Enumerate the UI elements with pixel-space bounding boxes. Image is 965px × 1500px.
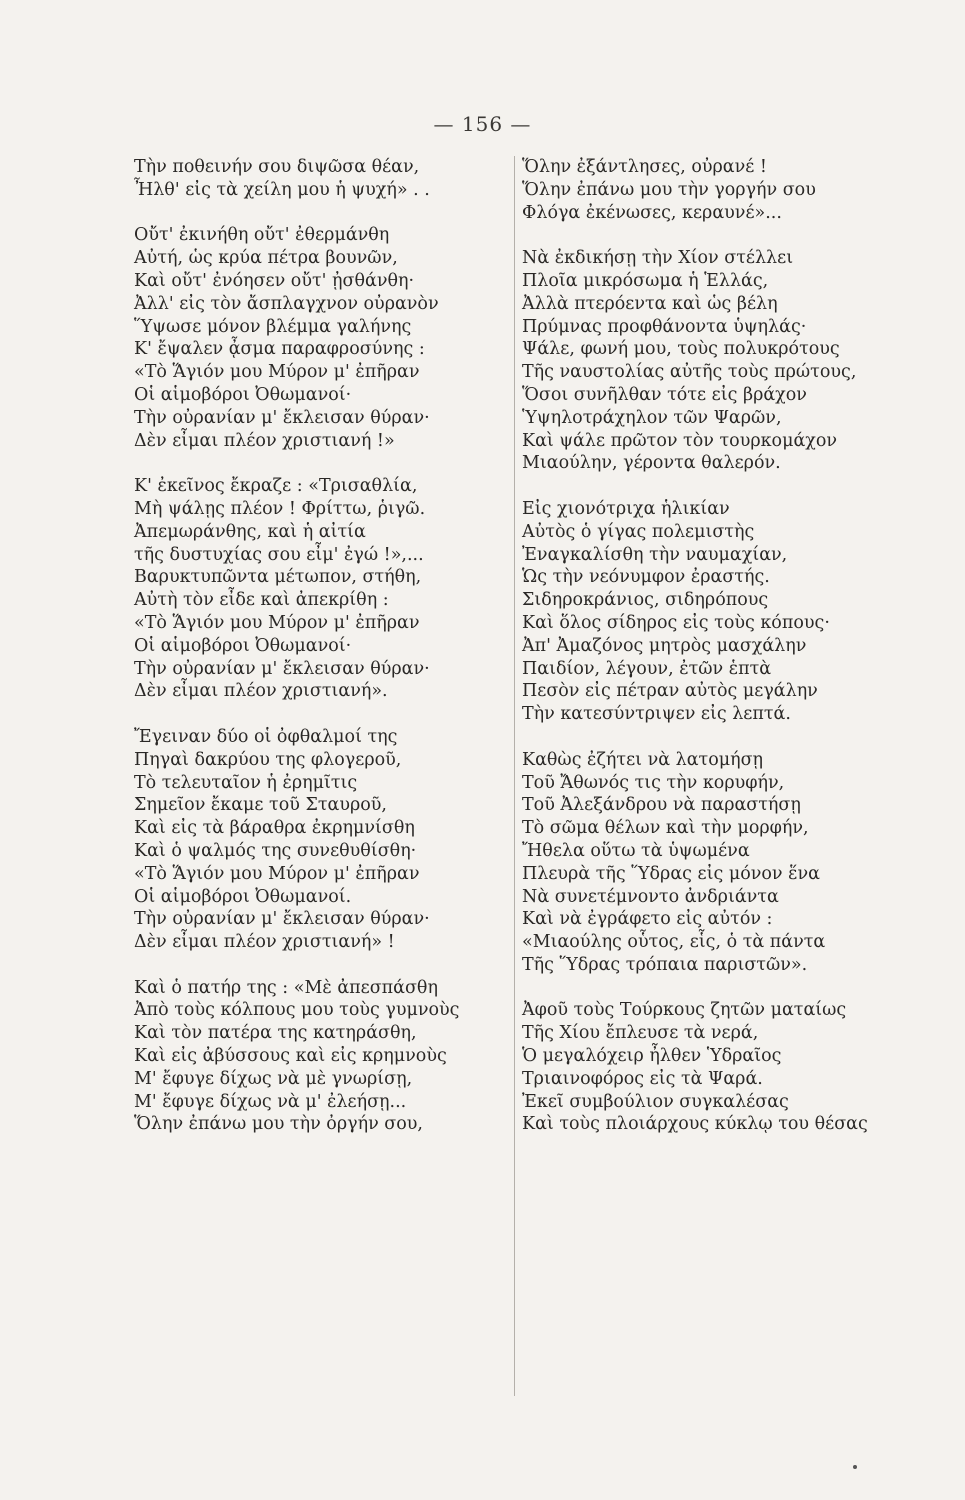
verse-line: Τριαινοφόρος εἰς τὰ Ψαρά. — [522, 1068, 763, 1089]
verse-line: Πλοῖα μικρόσωμα ἡ Ἑλλάς, — [522, 270, 769, 291]
verse-line: Τῆς Ὕδρας τρόπαια παριστῶν». — [522, 954, 808, 975]
stanza — [134, 156, 506, 202]
verse-line: Μὴ ψάλῃς πλέον ! Φρίττω, ῥιγῶ. — [134, 498, 426, 519]
stanza — [522, 999, 922, 1136]
verse-line: Ὅλην ἐξάντλησες, οὐρανέ ! — [522, 157, 767, 177]
stanza — [522, 749, 922, 977]
verse-line: Τὸ τελευταῖον ἡ ἐρημῖτις — [134, 772, 358, 793]
verse-line: Αὐτή, ὡς κρύα πέτρα βουνῶν, — [134, 248, 398, 269]
verse-line: Ἀπ' Ἀμαζόνος μητρὸς μασχάλην — [522, 635, 807, 656]
verse-line: Οἱ αἱμοβόροι Ὀθωμανοί· — [134, 384, 352, 405]
verse-line: Ἀφοῦ τοὺς Τούρκους ζητῶν ματαίως — [522, 1000, 847, 1021]
verse-line: Ὅλην ἐπάνω μου τὴν γοργήν σου — [522, 179, 816, 200]
verse-line: Ὁ μεγαλόχειρ ἦλθεν Ὑδραῖος — [522, 1046, 782, 1067]
verse-line: Οἱ αἱμοβόροι Ὀθωμανοί. — [134, 886, 352, 907]
verse-line: Ἀπὸ τοὺς κόλπους μου τοὺς γυμνοὺς — [134, 1000, 460, 1021]
stanza — [522, 247, 922, 475]
stanza-gap — [522, 726, 922, 749]
verse-line: Καὶ ὅλος σίδηρος εἰς τοὺς κόπους· — [522, 612, 830, 633]
column-divider — [514, 156, 515, 1396]
verse-line: Τῆς Χίου ἔπλευσε τὰ νερά, — [522, 1023, 759, 1044]
verse-line: Ἀλλ' εἰς τὸν ἄσπλαγχνον οὐρανὸν — [134, 293, 439, 314]
verse-line: Βαρυκτυπῶντα μέτωπον, στήθη, — [134, 567, 422, 588]
stanza — [134, 977, 506, 1137]
verse-line: Τῆς ναυστολίας αὐτῆς τοὺς πρώτους, — [522, 362, 857, 383]
verse-line: Καὶ ὁ ψαλμός της συνεθυθίσθη· — [134, 840, 417, 861]
verse-line: Νὰ ἐκδικήσῃ τὴν Χίον στέλλει — [522, 248, 794, 269]
verse-line: Ἔγειναν δύο οἱ ὀφθαλμοί της — [134, 726, 398, 747]
verse-line: Μ' ἔφυγε δίχως νὰ μ' ἐλεήσῃ... — [134, 1091, 407, 1112]
verse-line: Καὶ τὸν πατέρα της κατηράσθη, — [134, 1023, 417, 1044]
verse-line: Σιδηροκράνιος, σιδηρόπους — [522, 590, 769, 611]
verse-line: Καὶ ὁ πατήρ της : «Μὲ ἀπεσπάσθη — [134, 977, 438, 998]
stanza-gap — [522, 977, 922, 1000]
verse-line: Ὕψωσε μόνον βλέμμα γαλήνης — [134, 316, 412, 337]
verse-line: «Τὸ Ἅγιόν μου Μύρον μ' ἐπῆραν — [134, 612, 420, 633]
verse-line: Τὴν οὐρανίαν μ' ἔκλεισαν θύραν· — [134, 909, 430, 930]
stanza-gap — [134, 202, 506, 225]
verse-line: τῆς δυστυχίας σου εἶμ' ἐγώ !»,... — [134, 544, 424, 565]
verse-line: Ὅλην ἐπάνω μου τὴν ὀργήν σου, — [134, 1114, 423, 1135]
verse-line: Καὶ τοὺς πλοιάρχους κύκλῳ του θέσας — [522, 1114, 868, 1135]
stanza-gap — [522, 475, 922, 498]
ink-speck — [853, 1465, 857, 1469]
verse-line: Φλόγα ἐκένωσες, κεραυνέ»... — [522, 202, 782, 223]
verse-line: Ἦλθ' εἰς τὰ χείλη μου ἡ ψυχή» . . — [134, 179, 430, 200]
verse-line: Τὴν ποθεινήν σου διψῶσα θέαν, — [134, 157, 420, 177]
verse-line: Τὴν οὐρανίαν μ' ἔκλεισαν θύραν· — [134, 407, 430, 428]
verse-line: Τοῦ Ἀλεξάνδρου νὰ παραστήσῃ — [522, 795, 801, 816]
verse-line: Ἀπεμωράνθης, καὶ ἡ αἰτία — [134, 521, 366, 542]
verse-line: Παιδίον, λέγουν, ἐτῶν ἑπτὰ — [522, 658, 772, 679]
page-number: — 156 — — [433, 112, 532, 136]
stanza-gap — [134, 703, 506, 726]
verse-line: Ἐκεῖ συμβούλιον συγκαλέσας — [522, 1091, 789, 1112]
verse-line: Ἀλλὰ πτερόεντα καὶ ὡς βέλη — [522, 293, 778, 314]
verse-line: Καὶ νὰ ἐγράφετο εἰς αὐτόν : — [522, 909, 773, 930]
verse-line: Αὐτὴ τὸν εἶδε καὶ ἀπεκρίθη : — [134, 590, 389, 611]
verse-line: Δὲν εἶμαι πλέον χριστιανή !» — [134, 430, 395, 451]
verse-line: Αὐτὸς ὁ γίγας πολεμιστὴς — [522, 521, 755, 542]
verse-line: Εἰς χιονότριχα ἡλικίαν — [522, 498, 730, 519]
right-column — [522, 156, 922, 1136]
verse-line: Σημεῖον ἔκαμε τοῦ Σταυροῦ, — [134, 795, 387, 816]
verse-line: «Τὸ Ἅγιόν μου Μύρον μ' ἐπῆραν — [134, 362, 420, 383]
verse-line: Δὲν εἶμαι πλέον χριστιανή». — [134, 681, 388, 702]
verse-line: Νὰ συνετέμνοντο ἀνδριάντα — [522, 886, 779, 907]
verse-line: Καὶ οὔτ' ἐνόησεν οὔτ' ᾐσθάνθη· — [134, 270, 415, 291]
stanza — [134, 726, 506, 954]
verse-line: Καθὼς ἐζήτει νὰ λατομήσῃ — [522, 749, 764, 770]
verse-line: Ψάλε, φωνή μου, τοὺς πολυκρότους — [522, 339, 840, 360]
verse-line: Πλευρὰ τῆς Ὕδρας εἰς μόνον ἕνα — [522, 863, 820, 884]
verse-line: Τὸ σῶμα θέλων καὶ τὴν μορφήν, — [522, 818, 809, 839]
stanza — [522, 156, 922, 224]
verse-line: «Μιαούλης οὗτος, εἷς, ὁ τὰ πάντα — [522, 932, 826, 953]
verse-line: Καὶ ψάλε πρῶτον τὸν τουρκομάχον — [522, 430, 838, 451]
stanza-gap — [134, 452, 506, 475]
verse-line: Τὴν οὐρανίαν μ' ἔκλεισαν θύραν· — [134, 658, 430, 679]
verse-line: Ὅσοι συνῆλθαν τότε εἰς βράχον — [522, 384, 807, 405]
stanza — [134, 224, 506, 452]
verse-line: Πηγαὶ δακρύου της φλογεροῦ, — [134, 749, 402, 770]
verse-line: Ὑψηλοτράχηλον τῶν Ψαρῶν, — [522, 407, 782, 428]
verse-line: Κ' ἔψαλεν ᾆσμα παραφροσύνης : — [134, 339, 425, 360]
verse-line: Μ' ἔφυγε δίχως νὰ μὲ γνωρίσῃ, — [134, 1068, 413, 1089]
stanza — [134, 475, 506, 703]
stanza — [522, 498, 922, 726]
verse-line: Μιαούλην, γέροντα θαλερόν. — [522, 453, 781, 474]
verse-line: Ἐναγκαλίσθη τὴν ναυμαχίαν, — [522, 544, 788, 565]
left-column — [134, 156, 506, 1136]
verse-line: Τοῦ Ἄθωνός τις τὴν κορυφήν, — [522, 772, 785, 793]
stanza-gap — [134, 954, 506, 977]
verse-line: Οἱ αἱμοβόροι Ὀθωμανοί· — [134, 635, 352, 656]
verse-line: Ὡς τὴν νεόνυμφον ἐραστής. — [522, 567, 770, 588]
verse-line: Κ' ἐκεῖνος ἔκραζε : «Τρισαθλία, — [134, 476, 418, 497]
stanza-gap — [522, 224, 922, 247]
verse-line: Τὴν κατεσύντριψεν εἰς λεπτά. — [522, 704, 791, 725]
verse-line: Καὶ εἰς τὰ βάραθρα ἐκρημνίσθη — [134, 818, 415, 839]
verse-line: Ἤθελα οὕτω τὰ ὑψωμένα — [522, 840, 750, 861]
verse-line: «Τὸ Ἅγιόν μου Μύρον μ' ἐπῆραν — [134, 863, 420, 884]
verse-line: Πεσὸν εἰς πέτραν αὐτὸς μεγάλην — [522, 681, 818, 702]
verse-line: Καὶ εἰς ἀβύσσους καὶ εἰς κρημνοὺς — [134, 1046, 447, 1067]
verse-line: Δὲν εἶμαι πλέον χριστιανή» ! — [134, 932, 395, 953]
verse-line: Πρύμνας προφθάνοντα ὑψηλάς· — [522, 316, 807, 337]
verse-line: Οὔτ' ἐκινήθη οὔτ' ἐθερμάνθη — [134, 225, 390, 246]
